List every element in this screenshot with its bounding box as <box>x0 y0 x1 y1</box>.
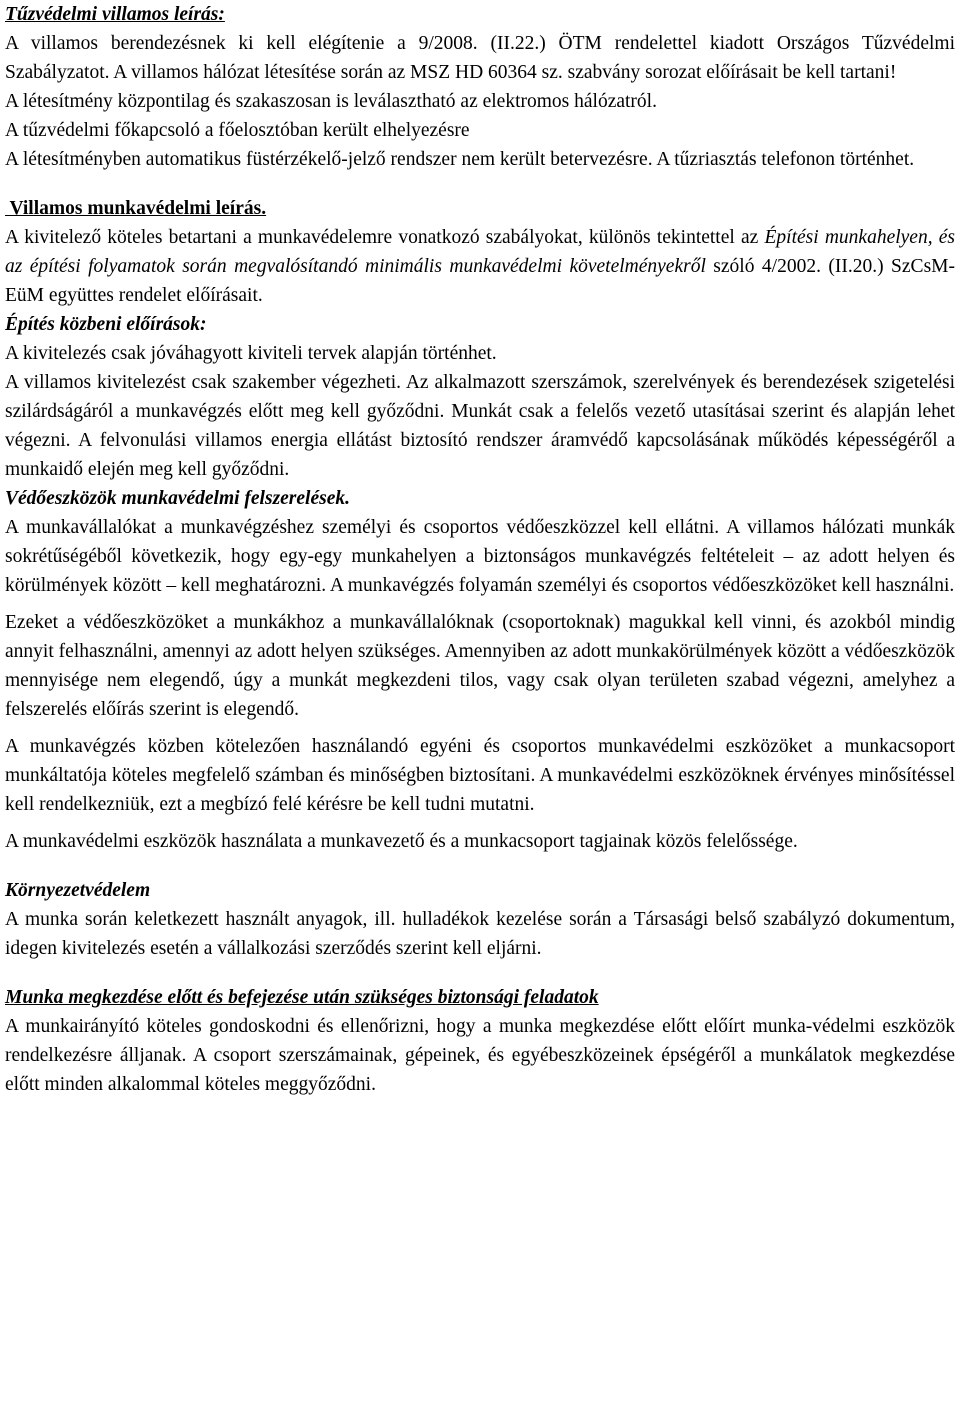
construction-paragraph-2: A villamos kivitelezést csak szakember végezheti. Az alkalmazott szerszámok, szerelvények és berendezések szigetelési szilárdságáról a munkavégzés előtt meg kell győződni. Munkát csak a felelős vezető utasításai szerint és alapján lehet végezni. A felvonulási villamos energia ellátást biztosító rendszer áramvédő kapcsolásának működés képességéről a munkaidő elején meg kell győződni. <box>5 372 955 480</box>
safety-paragraph-1: A kivitelező köteles betartani a munkavédelemre vonatkozó szabályokat, különös tekintettel az Építési munkahelyen, és az építési folyamatok során megvalósítandó minimális munkavédelmi követelményekről szóló 4/2002. (II.20.) SzCsM-EüM együttes rendelet előírásait. <box>5 227 955 306</box>
protective-heading: Védőeszközök munkavédelmi felszerelések. <box>5 488 350 509</box>
fire-paragraph-2: A létesítmény központilag és szakaszosan is leválasztható az elektromos hálózatról. <box>5 91 657 112</box>
safety-heading: Villamos munkavédelmi leírás. <box>5 198 267 219</box>
fire-paragraph-4: A létesítményben automatikus füstérzékelő-jelző rendszer nem került betervezésre. A tűzriasztás telefonon történhet. <box>5 149 915 170</box>
fire-heading: Tűzvédelmi villamos leírás: <box>5 4 225 25</box>
construction-paragraph-1: A kivitelezés csak jóváhagyott kiviteli tervek alapján történhet. <box>5 343 497 364</box>
protective-paragraph-3: A munkavégzés közben kötelezően használandó egyéni és csoportos munkavédelmi eszközöket a munkacsoport munkáltatója köteles megfelelő számban és minőségben biztosítani. A munkavédelmi eszközöknek érvényes minősítéssel kell rendelkezniük, ezt a megbízó felé kérésre be kell tudni mutatni. <box>5 736 955 815</box>
protective-paragraph-2: Ezeket a védőeszközöket a munkákhoz a munkavállalóknak (csoportoknak) magukkal kell vinni, és azokból mindig annyit felhasználni, amennyi az adott helyen szükséges. Amennyiben az adott munkakörülmények között a védőeszközök mennyisége nem elegendő, úgy a munkát megkezdeni tilos, vagy csak olyan területen szabad végezni, amelyhez a felszerelés előírás szerint is elegendő. <box>5 612 955 720</box>
tasks-heading: Munka megkezdése előtt és befejezése után szükséges biztonsági feladatok <box>5 987 599 1008</box>
protective-paragraph-4: A munkavédelmi eszközök használata a munkavezető és a munkacsoport tagjainak közös felelőssége. <box>5 831 798 852</box>
fire-paragraph-1: A villamos berendezésnek ki kell elégítenie a 9/2008. (II.22.) ÖTM rendelettel kiadott Országos Tűzvédelmi Szabályzatot. A villamos hálózat létesítése során az MSZ HD 60364 sz. szabvány sorozat előírásait be kell tartani! <box>5 33 955 83</box>
environment-paragraph-1: A munka során keletkezett használt anyagok, ill. hulladékok kezelése során a Társasági belső szabályzó dokumentum, idegen kivitelezés esetén a vállalkozási szerződés szerint kell eljárni. <box>5 909 955 959</box>
environment-heading: Környezetvédelem <box>5 880 151 901</box>
construction-heading: Építés közbeni előírások: <box>5 314 207 335</box>
fire-paragraph-3: A tűzvédelmi főkapcsoló a főelosztóban került elhelyezésre <box>5 120 470 141</box>
protective-paragraph-1: A munkavállalókat a munkavégzéshez személyi és csoportos védőeszközzel kell ellátni. A villamos hálózati munkák sokrétűségéből következik, hogy egy-egy munkahelyen a biztonságos munkavégzés feltételeit – az adott helyen és körülmények között – kell meghatározni. A munkavégzés folyamán személyi és csoportos védőeszközöket kell használni. <box>5 517 955 596</box>
tasks-paragraph-1: A munkairányító köteles gondoskodni és ellenőrizni, hogy a munka megkezdése előtt előírt munka-védelmi eszközök rendelkezésre álljanak. A csoport szerszámainak, gépeinek, és egyébeszközeinek épségéről a munkálatok megkezdése előtt minden alkalommal köteles meggyőződni. <box>5 1016 955 1095</box>
